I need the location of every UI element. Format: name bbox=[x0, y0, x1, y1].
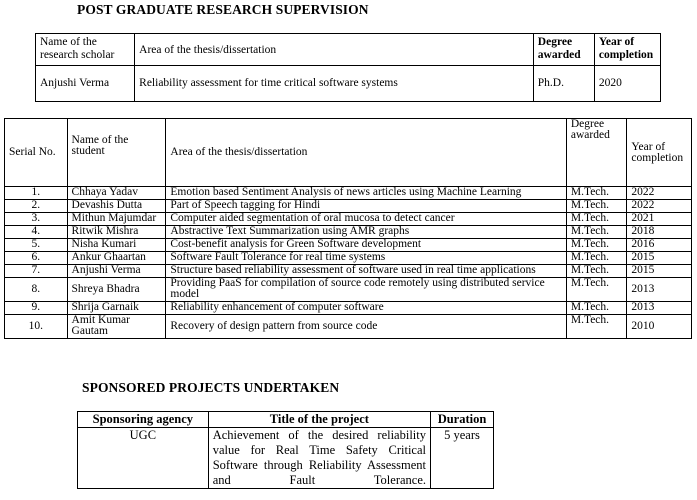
col-header-degree: Degree awarded bbox=[566, 119, 627, 187]
year: 2013 bbox=[627, 302, 692, 315]
degree: M.Tech. bbox=[566, 200, 627, 213]
student-name: Nisha Kumari bbox=[67, 239, 166, 252]
year: 2020 bbox=[594, 66, 660, 102]
table-row bbox=[5, 187, 692, 200]
year: 2021 bbox=[627, 213, 692, 226]
sponsored-projects-table bbox=[77, 411, 494, 489]
table-row bbox=[5, 239, 692, 252]
col-header-year: Year of completion bbox=[594, 34, 660, 66]
duration: 5 years bbox=[431, 428, 494, 489]
serial: 6. bbox=[5, 252, 68, 265]
serial: 8. bbox=[5, 278, 68, 302]
sponsored-projects-heading: SPONSORED PROJECTS UNDERTAKEN bbox=[82, 380, 340, 395]
degree: M.Tech. bbox=[566, 187, 627, 200]
table-row bbox=[5, 252, 692, 265]
table-header-row bbox=[5, 119, 692, 187]
year: 2013 bbox=[627, 278, 692, 302]
thesis-area: Computer aided segmentation of oral mucosa to detect cancer bbox=[166, 213, 566, 226]
col-header-serial: Serial No. bbox=[5, 119, 68, 187]
thesis-area: Part of Speech tagging for Hindi bbox=[166, 200, 566, 213]
serial: 1. bbox=[5, 187, 68, 200]
student-name: Shrija Garnaik bbox=[67, 302, 166, 315]
thesis-area: Structure based reliability assessment of software used in real time applications bbox=[166, 265, 566, 278]
degree: M.Tech. bbox=[566, 226, 627, 239]
student-name: Ankur Ghaartan bbox=[67, 252, 166, 265]
thesis-area: Abstractive Text Summarization using AMR graphs bbox=[166, 226, 566, 239]
student-name: Mithun Majumdar bbox=[67, 213, 166, 226]
degree: M.Tech. bbox=[566, 278, 627, 302]
table-row bbox=[5, 226, 692, 239]
student-name: Ritwik Mishra bbox=[67, 226, 166, 239]
thesis-area: Emotion based Sentiment Analysis of news articles using Machine Learning bbox=[166, 187, 566, 200]
col-header-area: Area of the thesis/dissertation bbox=[135, 34, 534, 66]
table-row bbox=[5, 278, 692, 302]
degree: M.Tech. bbox=[566, 213, 627, 226]
degree: M.Tech. bbox=[566, 239, 627, 252]
student-name: Shreya Bhadra bbox=[67, 278, 166, 302]
thesis-area: Reliability enhancement of computer software bbox=[166, 302, 566, 315]
student-name: Devashis Dutta bbox=[67, 200, 166, 213]
year: 2015 bbox=[627, 265, 692, 278]
degree: M.Tech. bbox=[566, 252, 627, 265]
table-row bbox=[5, 315, 692, 339]
col-header-student: Name of the student bbox=[67, 119, 166, 187]
year: 2016 bbox=[627, 239, 692, 252]
table-row bbox=[5, 302, 692, 315]
thesis-area: Software Fault Tolerance for real time systems bbox=[166, 252, 566, 265]
col-header-agency: Sponsoring agency bbox=[78, 412, 209, 428]
table-row bbox=[78, 428, 494, 489]
serial: 10. bbox=[5, 315, 68, 339]
col-header-area: Area of the thesis/dissertation bbox=[166, 119, 566, 187]
col-header-year: Year of completion bbox=[627, 119, 692, 187]
table-row bbox=[5, 265, 692, 278]
serial: 9. bbox=[5, 302, 68, 315]
col-header-scholar: Name of the research scholar bbox=[36, 34, 135, 66]
thesis-area: Cost-benefit analysis for Green Software development bbox=[166, 239, 566, 252]
table-header-row bbox=[78, 412, 494, 428]
serial: 4. bbox=[5, 226, 68, 239]
student-name: Amit Kumar Gautam bbox=[67, 315, 166, 339]
student-name: Chhaya Yadav bbox=[67, 187, 166, 200]
year: 2022 bbox=[627, 187, 692, 200]
degree: M.Tech. bbox=[566, 265, 627, 278]
table-row bbox=[5, 200, 692, 213]
year: 2022 bbox=[627, 200, 692, 213]
col-header-degree: Degree awarded bbox=[533, 34, 594, 66]
degree: M.Tech. bbox=[566, 302, 627, 315]
thesis-area: Recovery of design pattern from source code bbox=[166, 315, 566, 339]
degree: Ph.D. bbox=[533, 66, 594, 102]
col-header-title: Title of the project bbox=[208, 412, 430, 428]
table-row bbox=[36, 66, 661, 102]
table-row bbox=[5, 213, 692, 226]
thesis-area: Reliability assessment for time critical software systems bbox=[135, 66, 534, 102]
year: 2018 bbox=[627, 226, 692, 239]
year: 2015 bbox=[627, 252, 692, 265]
serial: 3. bbox=[5, 213, 68, 226]
thesis-area: Providing PaaS for compilation of source code remotely using distributed service model bbox=[166, 278, 566, 302]
mtech-supervision-table bbox=[4, 118, 692, 339]
year: 2010 bbox=[627, 315, 692, 339]
scholar-name: Anjushi Verma bbox=[36, 66, 135, 102]
project-title: Achievement of the desired reliability value for Real Time Safety Critical Software through Reliability Assessment and Fault Tolerance. bbox=[208, 428, 430, 489]
agency: UGC bbox=[78, 428, 209, 489]
phd-supervision-table bbox=[35, 33, 661, 102]
col-header-duration: Duration bbox=[431, 412, 494, 428]
serial: 5. bbox=[5, 239, 68, 252]
table-header-row bbox=[36, 34, 661, 66]
student-name: Anjushi Verma bbox=[67, 265, 166, 278]
degree: M.Tech. bbox=[566, 315, 627, 339]
serial: 7. bbox=[5, 265, 68, 278]
pg-research-heading: POST GRADUATE RESEARCH SUPERVISION bbox=[77, 2, 369, 17]
serial: 2. bbox=[5, 200, 68, 213]
